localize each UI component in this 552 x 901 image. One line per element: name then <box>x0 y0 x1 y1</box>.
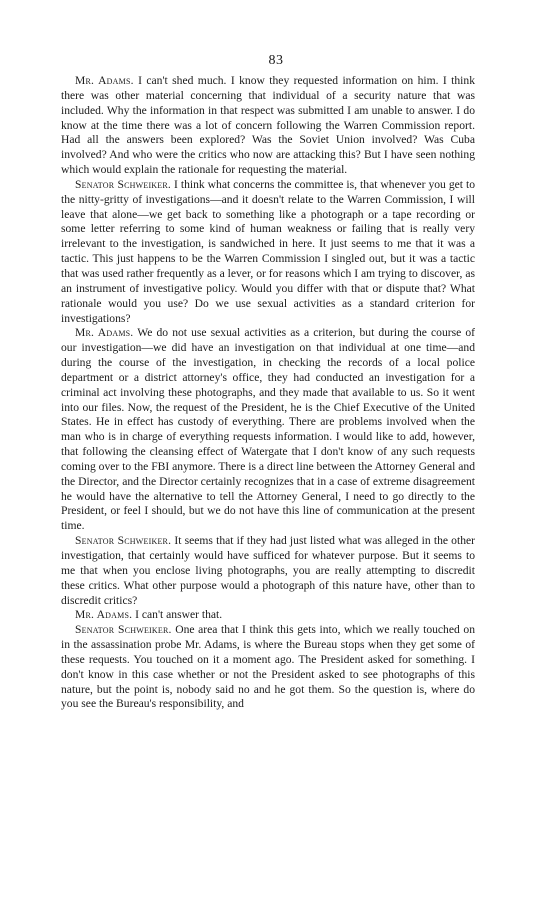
speaker-name: Senator Schweiker. <box>75 534 172 548</box>
paragraph-text: We do not use sexual activities as a criterion, but during the course of our investigation—we did have an investigation on that individual at one time—and during the course of the investigation, in checking the records of a local police department or a district attorney's office, they had conducted an investigation for a criminal act involving these photographs, and they made that available to us. So it went into our files. Now, the request of the President, he is the Chief Executive of the United States. He in effect has custody of everything. There are problems involved when the man who is in charge of everything requests information. I would like to add, however, that following the cleansing effect of Watergate that I don't know of any such requests coming over to the FBI anymore. There is a direct line between the Attorney General and the Director, and the Director certainly recognizes that in a case of extreme disagreement he would have the alternative to tell the Attorney General, I need to go directly to the President, or feel I should, but we do not have this line of communication at the present time. <box>61 326 475 533</box>
paragraph-text: I can't shed much. I know they requested information on him. I think there was other material concerning that individual of a security nature that was included. Why the information in that respect was submitted I am unable to answer. I do know at the time there was a lot of concern following the Warren Commission report. Had all the answers been explored? Was the Soviet Union involved? Was Cuba involved? And who were the critics who now are attacking this? But I have seen nothing which would explain the rationale for requesting the material. <box>61 74 476 177</box>
paragraph <box>61 326 475 534</box>
testimony-text <box>61 74 475 712</box>
speaker-name: Senator Schweiker. <box>75 623 172 637</box>
paragraph-text: One area that I think this gets into, which we really touched on in the assassination probe Mr. Adams, is where the Bureau stops when they get some of these requests. You touched on it a moment ago. The President asked for something. I don't know in this case whether or not the President asked to see photographs of this nature, but the point is, nobody said no and he got them. So the question is, where do you see the Bureau's responsibility, and <box>61 623 475 711</box>
speaker-name: Senator Schweiker. <box>75 177 172 191</box>
speaker-name: Mr. Adams. <box>75 74 134 87</box>
paragraph-text: It seems that if they had just listed what was alleged in the other investigation, that certainly would have sufficed for whatever purpose. But it seems to me that when you enclose living photographs, you are really attempting to discredit these critics. What other purpose would a photograph of this nature have, other than to discredit critics? <box>61 534 475 607</box>
paragraph <box>61 534 475 608</box>
paragraph <box>61 608 475 623</box>
speaker-name: Mr. Adams. <box>75 608 133 622</box>
paragraph <box>61 623 475 712</box>
speaker-name: Mr. Adams. <box>75 326 134 340</box>
paragraph-text: I can't answer that. <box>132 608 223 622</box>
page-number: 83 <box>268 53 284 68</box>
paragraph <box>61 178 475 326</box>
paragraph <box>61 74 475 178</box>
paragraph-text: I think what concerns the committee is, that whenever you get to the nitty-gritty of investigations—and it doesn't relate to the Warren Commission, I will leave that alone—we get back to something like a photograph or a tape recording or some letter referring to some kind of human weakness or failing that is really very irrelevant to the investigation, is sandwiched in here. It just seems to me that it was a tactic. This just happens to be the Warren Commission I singled out, but it was a tactic that was used rather frequently as a lever, or for reasons which I am trying to discover, as an instrument of investigative policy. Would you differ with that or dispute that? What rationale would you use? Do we use sexual activities as a standard criterion for investigations? <box>61 177 475 325</box>
